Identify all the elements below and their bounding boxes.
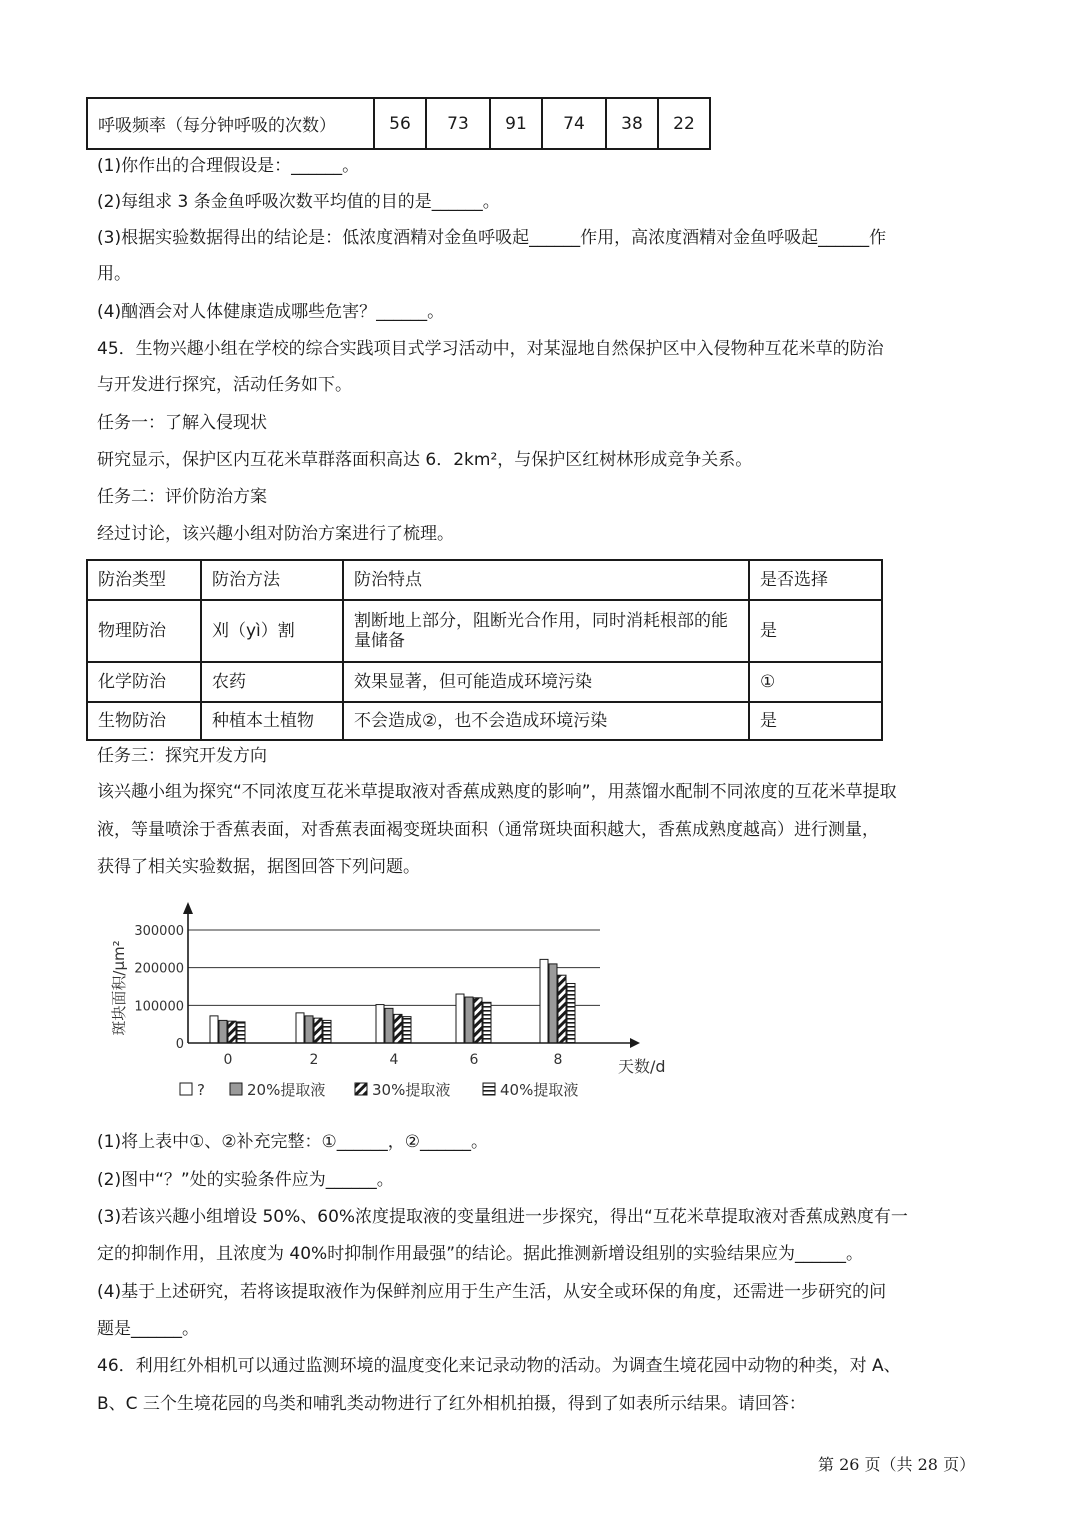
bar — [549, 964, 557, 1043]
question-line: (3)若该兴趣小组增设 50%、60%浓度提取液的变量组进一步探究，得出“互花米草提取液对香蕉成熟度有一 — [97, 1207, 908, 1227]
bar — [394, 1014, 402, 1043]
bar — [210, 1016, 218, 1043]
table-cell: ① — [749, 662, 882, 702]
legend-label: 30%提取液 — [372, 1081, 451, 1099]
table-row — [87, 98, 710, 149]
y-axis-label: 斑块面积/μm² — [110, 940, 128, 1036]
page-number: 第 26 页（共 28 页） — [818, 1455, 976, 1474]
table-row — [87, 600, 882, 662]
respiration-table — [86, 97, 711, 150]
table-cell: 化学防治 — [87, 662, 201, 702]
table-cell: 不会造成②，也不会造成环境污染 — [343, 702, 749, 740]
task-text: 该兴趣小组为探究“不同浓度互花米草提取液对香蕉成熟度的影响”，用蒸馏水配制不同浓度的互花米草提取 — [97, 782, 897, 802]
table-cell: 农药 — [201, 662, 343, 702]
table-cell: 56 — [374, 98, 426, 149]
x-tick-label: 2 — [309, 1052, 319, 1068]
task-text: 获得了相关实验数据，据图回答下列问题。 — [97, 857, 420, 877]
legend-swatch — [180, 1083, 192, 1095]
y-tick-label: 100000 — [134, 999, 184, 1015]
bar — [540, 959, 548, 1043]
x-tick-label: 4 — [389, 1052, 399, 1068]
table-row-label: 呼吸频率（每分钟呼吸的次数） — [87, 98, 374, 149]
table-cell: 割断地上部分，阻断光合作用，同时消耗根部的能量储备 — [343, 600, 749, 662]
y-tick-label: 200000 — [134, 961, 184, 977]
x-axis-arrow — [630, 1038, 640, 1048]
question-line: (2)图中“？”处的实验条件应为______。 — [97, 1170, 394, 1190]
table-cell: 73 — [426, 98, 490, 149]
table-cell: 刈（yì）割 — [201, 600, 343, 662]
question-46-intro: B、C 三个生境花园的鸟类和哺乳类动物进行了红外相机拍摄，得到了如表所示结果。请回答： — [97, 1394, 806, 1414]
legend-swatch — [483, 1083, 495, 1095]
question-line: (3)根据实验数据得出的结论是：低浓度酒精对金鱼呼吸起______作用，高浓度酒精对金鱼呼吸起______作 — [97, 228, 887, 248]
bar — [567, 983, 575, 1043]
question-45-intro: 与开发进行探究，活动任务如下。 — [97, 375, 352, 395]
control-methods-table — [86, 559, 883, 741]
question-line: (1)你作出的合理假设是：______。 — [97, 156, 360, 176]
task-text: 研究显示，保护区内互花米草群落面积高达 6．2km²，与保护区红树林形成竞争关系。 — [97, 450, 753, 470]
table-cell: 是 — [749, 600, 882, 662]
table-cell: 是 — [749, 702, 882, 740]
task-heading: 任务一：了解入侵现状 — [97, 413, 267, 433]
table-cell: 91 — [490, 98, 542, 149]
bar — [558, 975, 566, 1043]
question-46-intro: 46．利用红外相机可以通过监测环境的温度变化来记录动物的活动。为调查生境花园中动物的种类，对 A、 — [97, 1356, 901, 1376]
table-row — [87, 702, 882, 740]
bar — [228, 1021, 236, 1043]
column-header: 防治类型 — [87, 560, 201, 600]
task-text: 液，等量喷涂于香蕉表面，对香蕉表面褐变斑块面积（通常斑块面积越大，香蕉成熟度越高）进行测量， — [97, 820, 879, 840]
legend-swatch — [230, 1083, 242, 1095]
table-cell: 74 — [542, 98, 606, 149]
bar — [465, 997, 473, 1043]
bar-chart — [100, 890, 700, 1120]
x-tick-label: 0 — [223, 1052, 233, 1068]
bar — [376, 1005, 384, 1043]
table-cell: 生物防治 — [87, 702, 201, 740]
column-header: 防治方法 — [201, 560, 343, 600]
y-axis-arrow — [183, 902, 193, 914]
table-cell: 物理防治 — [87, 600, 201, 662]
question-line: (1)将上表中①、②补充完整：①______，②______。 — [97, 1132, 489, 1152]
question-line: 题是______。 — [97, 1319, 199, 1339]
question-line: (2)每组求 3 条金鱼呼吸次数平均值的目的是______。 — [97, 192, 500, 212]
table-row — [87, 662, 882, 702]
question-45-intro: 45．生物兴趣小组在学校的综合实践项目式学习活动中，对某湿地自然保护区中入侵物种互花米草的防治 — [97, 339, 884, 359]
bar — [323, 1020, 331, 1043]
bar — [296, 1013, 304, 1043]
task-heading: 任务三：探究开发方向 — [97, 746, 267, 766]
y-tick-label: 300000 — [134, 924, 184, 939]
bar — [483, 1002, 491, 1043]
question-line: (4)基于上述研究，若将该提取液作为保鲜剂应用于生产生活，从安全或环保的角度，还需进一步研究的问 — [97, 1282, 887, 1302]
task-heading: 任务二：评价防治方案 — [97, 487, 267, 507]
question-line: 定的抑制作用，且浓度为 40%时抑制作用最强”的结论。据此推测新增设组别的实验结果应为______。 — [97, 1244, 863, 1264]
x-tick-label: 8 — [553, 1052, 563, 1068]
legend-swatch — [355, 1083, 367, 1095]
table-header-row — [87, 560, 882, 600]
bar — [385, 1008, 393, 1043]
bar — [474, 998, 482, 1043]
legend-label: ? — [197, 1081, 205, 1099]
question-line: (4)酗酒会对人体健康造成哪些危害？______。 — [97, 302, 445, 322]
column-header: 是否选择 — [749, 560, 882, 600]
bar — [403, 1017, 411, 1043]
question-line: 用。 — [97, 264, 131, 284]
bar — [237, 1022, 245, 1043]
table-cell: 38 — [606, 98, 658, 149]
legend-label: 40%提取液 — [500, 1081, 579, 1099]
x-tick-label: 6 — [469, 1052, 479, 1068]
bar — [314, 1018, 322, 1043]
bar — [219, 1020, 227, 1043]
table-cell: 种植本土植物 — [201, 702, 343, 740]
bar — [305, 1016, 313, 1043]
legend-label: 20%提取液 — [247, 1081, 326, 1099]
y-tick-label: 0 — [175, 1037, 184, 1052]
x-axis-label: 天数/d — [618, 1057, 666, 1076]
task-text: 经过讨论，该兴趣小组对防治方案进行了梳理。 — [97, 524, 454, 544]
bar — [456, 994, 464, 1043]
table-cell: 22 — [658, 98, 710, 149]
table-cell: 效果显著，但可能造成环境污染 — [343, 662, 749, 702]
column-header: 防治特点 — [343, 560, 749, 600]
